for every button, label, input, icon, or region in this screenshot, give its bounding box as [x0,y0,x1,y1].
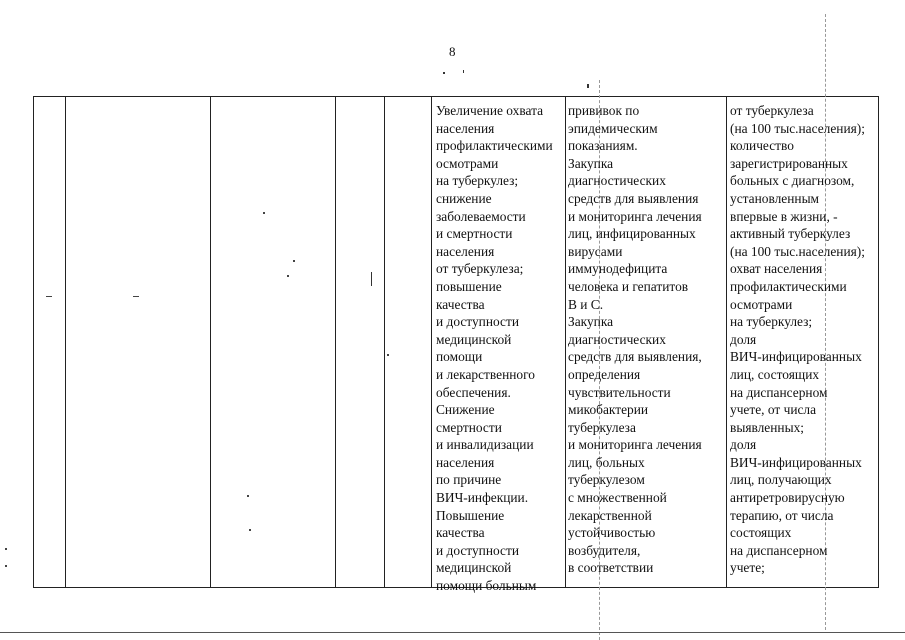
cell-line: населения [436,454,495,470]
cell-line: ВИЧ-инфицированных [730,349,862,365]
cell-line: смертности [436,419,502,435]
goals-cell [436,102,553,595]
column-divider [210,96,211,588]
cell-line: с множественной [568,490,667,506]
cell-line: и инвалидизации [436,437,534,453]
cell-line: показаниям. [568,138,638,154]
cell-line: помощи [436,349,483,365]
cell-line: лиц, получающих [730,472,832,488]
cell-line: профилактическими [730,278,847,294]
cell-line: средств для выявления [568,190,699,206]
cell-line: чувствительности [568,384,671,400]
column-divider [565,96,566,588]
cell-line: человека и гепатитов [568,278,689,294]
cell-line: антиретровирусную [730,490,845,506]
cell-line: (на 100 тыс.населения); [730,243,865,259]
cell-line: от туберкулеза; [436,261,524,277]
cell-line: лиц, больных [568,454,645,470]
page-number: 8 [449,44,456,59]
cell-line: активный туберкулез [730,226,851,242]
cell-line: и доступности [436,314,519,330]
cell-line: лиц, инфицированных [568,226,696,242]
column-divider [335,96,336,588]
cell-line: учете; [730,560,765,576]
cell-line: терапию, от числа [730,507,834,523]
cell-line: от туберкулеза [730,103,814,118]
empty-cell-dash [133,296,139,297]
cell-line: заболеваемости [436,208,526,224]
cell-line: на туберкулез; [730,314,813,330]
actions-cell [568,102,702,577]
cell-line: возбудителя, [568,542,641,558]
scan-speck [443,72,445,74]
cell-line: прививок по [568,103,640,118]
cell-line: в соответствии [568,560,654,576]
cell-line: Повышение [436,507,505,523]
scan-speck [463,70,464,73]
cell-line: снижение [436,190,492,206]
cell-line: Закупка [568,155,614,171]
cell-line: качества [436,525,485,541]
cell-line: определения [568,366,641,382]
cell-line: установленным [730,190,820,206]
cell-line: средств для выявления, [568,349,702,365]
cell-line: повышение [436,278,502,294]
scan-edge-line [0,632,905,633]
cell-line: зарегистрированных [730,155,848,171]
empty-cell-dash [46,296,52,297]
cell-line: вирусами [568,243,623,259]
cell-line: и мониторинга лечения [568,437,702,453]
cell-line: (на 100 тыс.населения); [730,120,865,136]
scan-speck [387,354,389,356]
cell-line: на диспансерном [730,542,828,558]
scan-speck [263,212,265,214]
cell-line: и мониторинга лечения [568,208,702,224]
cell-line: доля [730,331,757,347]
cell-line: и доступности [436,542,519,558]
cell-line: учете, от числа [730,402,817,418]
cell-line: качества [436,296,485,312]
scan-speck [587,84,589,88]
scan-speck [293,260,295,262]
cell-line: обеспечения. [436,384,511,400]
column-divider [726,96,727,588]
cell-line: туберкулезом [568,472,645,488]
cell-line: помощи больным [436,578,537,594]
cell-line: Увеличение охвата [436,103,544,118]
cell-line: больных с диагнозом, [730,173,855,189]
cell-line: и лекарственного [436,366,535,382]
cell-line: туберкулеза [568,419,636,435]
cell-line: населения [436,243,495,259]
scan-speck [5,565,7,567]
cell-line: на диспансерном [730,384,828,400]
cell-line: лекарственной [568,507,652,523]
cell-line: населения [436,120,495,136]
cell-line: медицинской [436,560,512,576]
scan-speck [287,275,289,277]
cell-line: иммунодефицита [568,261,668,277]
cell-line: ВИЧ-инфицированных [730,454,862,470]
cell-line: диагностических [568,331,666,347]
cell-line: осмотрами [730,296,793,312]
cell-line: медицинской [436,331,512,347]
cell-line: на туберкулез; [436,173,519,189]
scan-tick [371,272,372,286]
cell-line: осмотрами [436,155,499,171]
scan-speck [247,495,249,497]
indicators-cell [730,102,865,577]
cell-line: диагностических [568,173,666,189]
cell-line: микобактерии [568,402,649,418]
scan-speck [5,548,7,550]
cell-line: эпидемическим [568,120,658,136]
cell-line: Закупка [568,314,614,330]
cell-line: количество [730,138,794,154]
cell-line: доля [730,437,757,453]
cell-line: состоящих [730,525,792,541]
scan-speck [249,529,251,531]
cell-line: В и С. [568,296,604,312]
column-divider [431,96,432,588]
cell-line: Снижение [436,402,495,418]
cell-line: ВИЧ-инфекции. [436,490,529,506]
cell-line: по причине [436,472,502,488]
cell-line: охват населения [730,261,823,277]
cell-line: профилактическими [436,138,553,154]
cell-line: лиц, состоящих [730,366,820,382]
cell-line: устойчивостью [568,525,656,541]
column-divider [65,96,66,588]
cell-line: выявленных; [730,419,804,435]
cell-line: впервые в жизни, - [730,208,838,224]
cell-line: и смертности [436,226,513,242]
column-divider [384,96,385,588]
